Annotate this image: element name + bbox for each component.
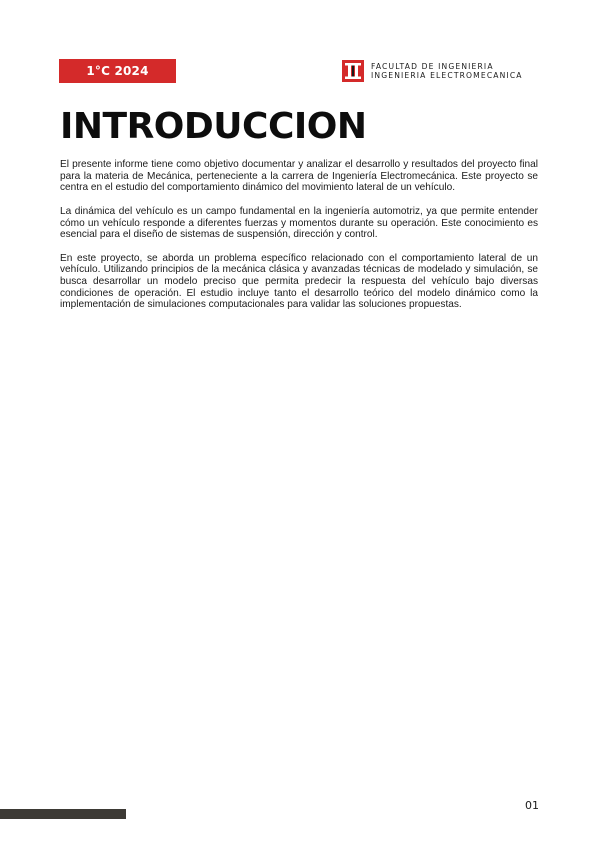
faculty-text	[371, 62, 523, 80]
paragraph-2: La dinámica del vehículo es un campo fundamental en la ingeniería automotriz, ya que permite entender cómo un vehículo responde a diferentes fuerzas y momentos durante su operación. Este conocimiento es esencial para el diseño de sistemas de suspensión, dirección y control.	[60, 205, 538, 241]
faculty-name: FACULTAD DE INGENIERIA	[371, 62, 494, 71]
footer-bar	[0, 809, 126, 819]
paragraph-1: El presente informe tiene como objetivo documentar y analizar el desarrollo y resultados del proyecto final para la materia de Mecánica, perteneciente a la carrera de Ingeniería Electromecánica. Este proyecto se centra en el estudio del comportamiento dinámico del movimiento lateral de un vehículo.	[60, 159, 538, 194]
page-number: 01	[525, 799, 539, 812]
body-text	[60, 159, 538, 323]
paragraph-3: En este proyecto, se aborda un problema específico relacionado con el comportamiento lateral de un vehículo. Utilizando principios de la mecánica clásica y avanzadas técnicas de modelado y simulación, se busca desarrollar un modelo preciso que permita predecir la respuesta del vehículo bajo diversas condiciones de operación. El estudio incluye tanto el desarrollo teórico del modelo dinámico como la implementación de simulaciones computacionales para validar las soluciones propuestas.	[60, 252, 538, 311]
career-name: INGENIERIA ELECTROMECANICA	[371, 71, 523, 80]
semester-badge: 1°C 2024	[59, 59, 176, 83]
university-logo-icon	[342, 60, 364, 82]
page-title: INTRODUCCION	[60, 106, 367, 147]
faculty-header	[342, 60, 523, 82]
